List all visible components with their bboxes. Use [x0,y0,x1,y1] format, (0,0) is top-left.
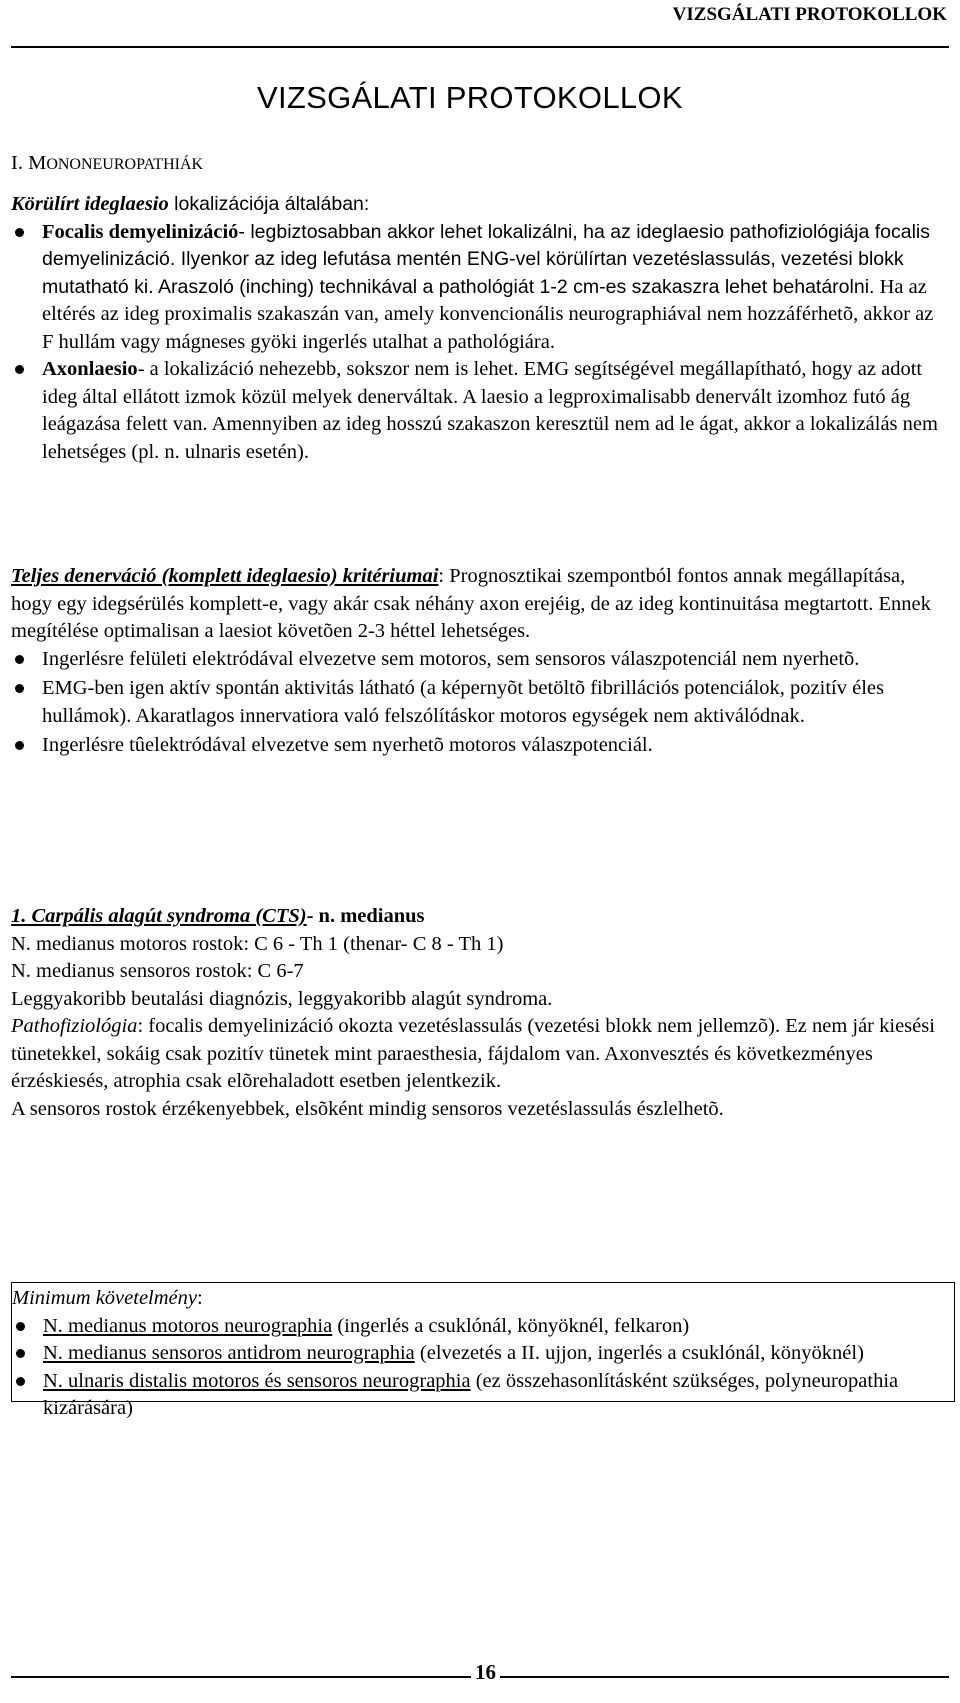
cts-title-italic: 1. Carpális alagút syndroma (CTS) [11,905,307,927]
exam-detail: (ez összehasonlításként szükséges, polyneuropathia kizárására) [43,1369,899,1419]
intro-section [11,191,949,466]
header-rule [11,46,949,48]
list-item [12,1313,954,1341]
list-item [11,219,949,357]
cts-line: Leggyakoribb beutalási diagnózis, leggyakoribb alagút syndroma. [11,987,553,1010]
main-title: VIZSGÁLATI PROTOKOLLOK [257,80,683,115]
list-item [12,1368,954,1423]
intro-lead-italic: Körülírt ideglaesio [11,193,169,215]
cts-sensory-line: A sensoros rostok érzékenyebbek, elsõként mindig sensoros vezetéslassulás észlelhetõ. [11,1097,724,1120]
denervation-section [11,563,949,760]
cts-line: N. medianus motoros rostok: C 6 - Th 1 (thenar- C 8 - Th 1) [11,932,504,955]
cts-title [11,903,949,931]
patho-label: Pathofiziológia [11,1015,138,1037]
cts-patho [11,1013,949,1096]
intro-lead-rest: lokalizációja általában: [168,193,370,215]
exam-detail: (elvezetés a II. ujjon, ingerlés a csuklónál, könyöknél) [414,1342,864,1364]
section-first-letter: M [28,152,47,174]
intro-list [11,219,949,467]
cts-title-rest: - n. medianus [306,905,425,927]
section-name-rest: ONONEUROPATHIÁK [46,156,204,173]
minimum-requirements-box [11,1282,955,1419]
bullet-term: Focalis demyelinizáció [42,220,239,243]
minimum-label: Minimum követelmény [12,1287,197,1309]
page-number: 16 [471,1660,500,1685]
intro-lead [11,191,949,219]
bullet-text: - a lokalizáció nehezebb, sokszor nem is lehet. EMG segítségével megállapítható, hogy az adott ideg által ellátott izmok közül melyek denerváltak. A laesio a legproximalisabb denervált izomhoz futó ág leágazása felett van. Amennyiben az ideg hosszú szakaszon keresztül nem ad le ágat, akkor a lokalizálás nem lehetséges (pl. n. ulnaris esetén). [42,358,938,463]
section-title [11,152,203,175]
minimum-list [12,1313,954,1423]
minimum-label-line [12,1285,954,1313]
minimum-colon: : [197,1287,203,1309]
denervation-heading: Teljes denerváció (komplett ideglaesio) kritériumai [11,565,439,587]
cts-section [11,903,949,1123]
list-item: Ingerlésre felületi elektródával elvezetve sem motoros, sem sensoros válaszpotenciál nem nyerhetõ. [11,646,949,674]
list-item [12,1340,954,1368]
list-item: EMG-ben igen aktív spontán aktivitás látható (a képernyõt betöltõ fibrillációs potenciálok, pozitív éles hullámok). Akaratlagos innervatiora való felszólításkor motoros egységek nem aktiválódnak. [11,675,949,730]
exam-name: N. medianus sensoros antidrom neurographia [43,1342,415,1364]
exam-detail: (ingerlés a csuklónál, könyöknél, felkaron) [332,1314,690,1337]
denervation-text: : Prognosztikai szempontból fontos annak megállapítása, hogy egy idegsérülés komplett-e, vagy akár csak néhány axon erejéig, de az ideg kontinuitása megtartott. Ennek megítélése optimalisan a laesiot követõen 2-3 héttel lehetséges. [11,565,931,642]
running-header: VIZSGÁLATI PROTOKOLLOK [672,4,947,25]
exam-name: N. ulnaris distalis motoros és sensoros neurographia [43,1369,471,1392]
section-numeral: I. [11,152,23,174]
list-item [11,356,949,466]
denervation-list [11,646,949,760]
cts-line: N. medianus sensoros rostok: C 6-7 [11,960,304,982]
patho-text: : focalis demyelinizáció okozta vezetéslassulás (vezetési blokk nem jellemzõ). Ez nem jár kiesési tünetekkel, sokáig csak pozitív tünetek mint paraesthesia, fájdalom van. Axonvesztés és következményes érzéskiesés, atrophia csak elõrehaladott esetben jelentkezik. [11,1015,935,1092]
denervation-paragraph [11,563,949,646]
bullet-text: - legbiztosabban akkor lehet lokalizálni, ha az ideglaesio pathofiziológiája focalis demyelinizáció. Ilyenkor az ideg lefutása mentén ENG-vel körülírtan vezetéslassulás, vezetési blokk mutatható ki. Araszoló (inching) technikával a pathológiát 1-2 cm-es szakaszra lehet behatárolni. [42,220,931,298]
list-item: Ingerlésre tûelektródával elvezetve sem nyerhetõ motoros válaszpotenciál. [11,732,949,760]
exam-name: N. medianus motoros neurographia [43,1314,333,1337]
bullet-term: Axonlaesio [42,358,138,380]
bullet-text-cont: Ha az eltérés az ideg proximalis szakaszán van, amely konvencionális neurographiával nem hozzáférhetõ, akkor az F hullám vagy mágneses gyöki ingerlés utalhat a pathológiára. [42,275,934,353]
